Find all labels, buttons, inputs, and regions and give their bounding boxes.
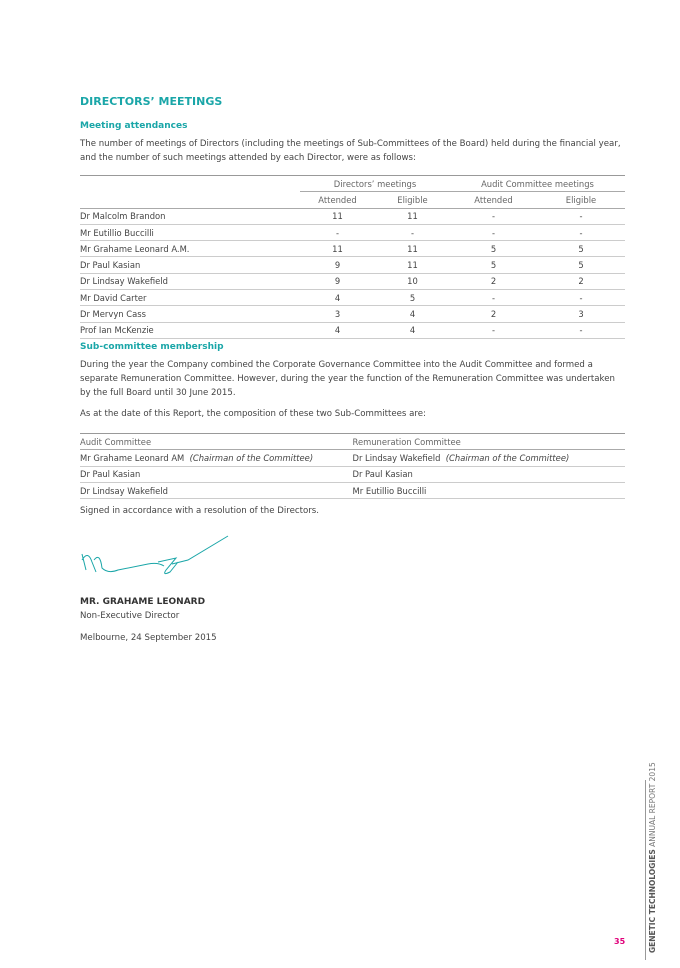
signatory-name: MR. GRAHAME LEONARD: [80, 597, 206, 607]
attendance-value: 10: [375, 273, 450, 289]
attendance-value: 9: [300, 273, 375, 289]
member-name: Mr Eutillio Buccilli: [352, 485, 427, 496]
composition-paragraph: As at the date of this Report, the composition of these two Sub-Committees are:: [80, 409, 426, 419]
attendance-value: 4: [300, 322, 375, 338]
attendance-value: -: [537, 322, 625, 338]
table-row: [80, 482, 625, 498]
attendance-value: 5: [450, 257, 537, 273]
attendance-value: -: [450, 224, 537, 240]
table-row: [80, 273, 625, 289]
director-name: Dr Paul Kasian: [80, 257, 300, 273]
attendance-value: -: [537, 290, 625, 306]
attendance-value: 3: [300, 306, 375, 322]
attendance-value: 4: [375, 322, 450, 338]
attendance-value: 11: [375, 257, 450, 273]
column-header: Audit Committee: [80, 434, 353, 450]
attendance-value: 2: [450, 306, 537, 322]
intro-paragraph: The number of meetings of Directors (including the meetings of Sub-Committees of the Board) held during the financial year, and the number of such meetings attended by each Director, were as follows:: [80, 139, 621, 163]
member-name: Dr Lindsay Wakefield: [80, 485, 168, 496]
member-name: Mr Grahame Leonard AM: [80, 452, 185, 463]
director-name: Dr Malcolm Brandon: [80, 208, 300, 224]
attendance-value: 11: [300, 241, 375, 257]
attendance-value: 11: [375, 208, 450, 224]
attendance-value: 2: [537, 273, 625, 289]
signature: [78, 532, 233, 577]
member-cell: [353, 482, 626, 498]
table-row: [80, 466, 625, 482]
signatory-role: Non-Executive Director: [80, 611, 180, 621]
footer-divider: [645, 780, 646, 960]
attendance-value: 5: [375, 290, 450, 306]
attendance-value: -: [450, 322, 537, 338]
member-name: Dr Paul Kasian: [80, 469, 141, 480]
director-name: Prof Ian McKenzie: [80, 322, 300, 338]
sub-committee-table: [80, 433, 625, 499]
attendance-value: 5: [537, 257, 625, 273]
table-row: [80, 224, 625, 240]
member-note: (Chairman of the Committee): [189, 452, 314, 463]
signed-statement: Signed in accordance with a resolution of the Directors.: [80, 506, 319, 516]
attendance-value: 11: [300, 208, 375, 224]
page-number: 35: [614, 937, 626, 946]
table-row: [80, 306, 625, 322]
attendance-value: 2: [450, 273, 537, 289]
member-cell: [80, 482, 353, 498]
company-name: GENETIC TECHNOLOGIES: [648, 849, 657, 953]
attendance-value: 9: [300, 257, 375, 273]
table-row: [80, 322, 625, 338]
director-name: Dr Mervyn Cass: [80, 306, 300, 322]
place-date: Melbourne, 24 September 2015: [80, 633, 217, 643]
attendance-value: -: [537, 208, 625, 224]
sub-committee-heading: Sub-committee membership: [80, 342, 224, 352]
footer-report-title: [648, 762, 657, 953]
member-cell: [80, 450, 353, 466]
group-header: Audit Committee meetings: [450, 176, 625, 192]
member-note: (Chairman of the Committee): [445, 452, 570, 463]
attendance-value: -: [537, 224, 625, 240]
attendance-value: 4: [375, 306, 450, 322]
attendance-value: -: [450, 208, 537, 224]
attendance-value: 11: [375, 241, 450, 257]
attendance-value: -: [375, 224, 450, 240]
table-row: [80, 241, 625, 257]
column-header: Eligible: [375, 192, 450, 208]
director-name: Mr Eutillio Buccilli: [80, 224, 300, 240]
member-name: Dr Paul Kasian: [352, 469, 413, 480]
table-row: [80, 450, 625, 466]
column-header: Eligible: [537, 192, 625, 208]
director-name: Dr Lindsay Wakefield: [80, 273, 300, 289]
table-row: [80, 290, 625, 306]
attendance-table: [80, 175, 625, 339]
member-cell: [353, 450, 626, 466]
director-name: Mr Grahame Leonard A.M.: [80, 241, 300, 257]
attendance-value: -: [300, 224, 375, 240]
member-cell: [80, 466, 353, 482]
section-title: DIRECTORS’ MEETINGS: [80, 95, 223, 108]
report-name: ANNUAL REPORT 2015: [648, 762, 657, 847]
column-header: Attended: [300, 192, 375, 208]
attendance-value: 4: [300, 290, 375, 306]
attendance-value: 3: [537, 306, 625, 322]
table-row: [80, 257, 625, 273]
member-name: Dr Lindsay Wakefield: [352, 452, 441, 463]
group-header: Directors’ meetings: [300, 176, 450, 192]
director-name: Mr David Carter: [80, 290, 300, 306]
attendance-value: 5: [537, 241, 625, 257]
column-header: Remuneration Committee: [353, 434, 626, 450]
meeting-attendances-heading: Meeting attendances: [80, 121, 188, 131]
attendance-value: -: [450, 290, 537, 306]
attendance-value: 5: [450, 241, 537, 257]
sub-committee-paragraph: During the year the Company combined the Corporate Governance Committee into the Audit Committee and formed a separate Remuneration Committee. However, during the year the function of the Remuneration Committee was undertaken by the full Board until 30 June 2015.: [80, 360, 615, 398]
table-row: [80, 208, 625, 224]
column-header: Attended: [450, 192, 537, 208]
member-cell: [353, 466, 626, 482]
